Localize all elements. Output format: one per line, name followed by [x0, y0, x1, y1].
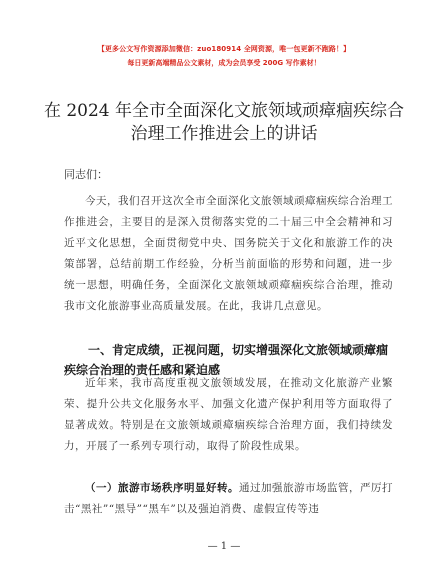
subsection-1-lead: （一）旅游市场秩序明显好转。 — [85, 482, 239, 494]
page-number: — 1 — — [207, 541, 241, 552]
paragraph-achievements: 近年来，我市高度重视文旅领域发展，在推动文化旅游产业繁荣、提升公共文化服务水平、加强文化遗产保护利用等方面取得了显著成效。特别是在文旅领域顽瘴痼疾综合治理方面，我们持续发力，开展了一系列专项行动，取得了阶段性成果。 — [64, 377, 393, 452]
promo-banner-line2: 每日更新高端精品公文素材，成为会员享受 200G 写作素材！ — [127, 59, 321, 67]
section-heading-1: 一、肯定成绩，正视问题，切实增强深化文旅领域顽瘴痼疾综合治理的责任感和紧迫感 — [64, 343, 389, 377]
greeting: 同志们： — [64, 168, 108, 181]
subsection-1 — [64, 478, 393, 520]
subsection-1-text: 通过加强旅游市场监管，严厉打击“黑社”“黑导”“黑车”以及强迫消费、虚假宣传等违 — [64, 482, 393, 515]
document-title-line2: 治理工作推进会上的讲话 — [130, 124, 318, 144]
paragraph-intro: 今天，我们召开这次全市全面深化文旅领域顽瘴痼疾综合治理工作推进会，主要目的是深入贯彻落实党的二十届三中全会精神和习近平文化思想，全面贯彻党中央、国务院关于文化和旅游工作的决策部署，总结前期工作经验，分析当前面临的形势和问题，进一步统一思想，明确任务，全面深化文旅领域顽瘴痼疾综合治理，推动我市文化旅游事业高质量发展。在此，我讲几点意见。 — [64, 195, 393, 312]
document-title-line1: 在 2024 年全市全面深化文旅领域顽瘴痼疾综合 — [43, 101, 405, 121]
promo-banner-line1: 【更多公文写作资源添加微信：zuo180914 全网资源，唯一包更新不跑路！】 — [97, 45, 351, 53]
